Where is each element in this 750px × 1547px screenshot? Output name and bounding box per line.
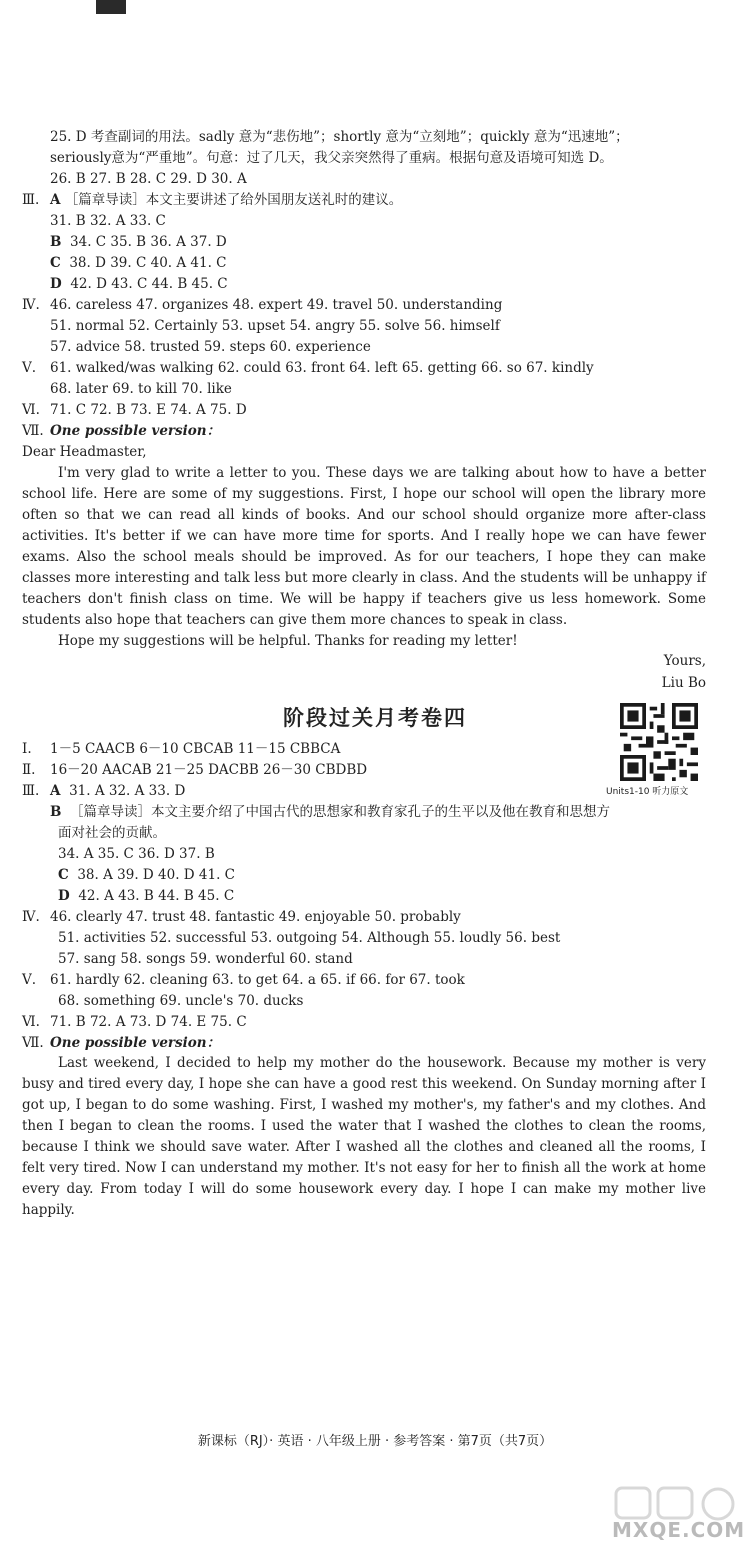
letter-paragraph: Hope my suggestions will be helpful. Thanks for reading my letter! (58, 633, 518, 649)
answers-34-37: 34. A 35. C 36. D 37. B (58, 846, 215, 862)
part-d-row (58, 887, 234, 905)
section-7-row (22, 1034, 220, 1052)
answers: 31. A 32. A 33. D (69, 783, 186, 799)
section-3-row (22, 191, 402, 209)
letter-greeting: Dear Headmaster, (22, 444, 147, 460)
part-label: D (50, 276, 62, 292)
answers: 1－5 CAACB 6－10 CBCAB 11－15 CBBCA (50, 741, 341, 757)
qr-caption: Units1-10 听力原文 (606, 787, 689, 797)
answers: 46. clearly 47. trust 48. fantastic 49. enjoyable 50. probably (50, 909, 461, 925)
section-number: Ⅶ. (22, 1035, 44, 1051)
scan-edge-mark (96, 0, 126, 14)
answer-25-line2: seriously意为“严重地”。句意：过了几天，我父亲突然得了重病。根据句意及语境可知选 D。 (50, 150, 613, 166)
answers-68-70: 68. later 69. to kill 70. like (50, 381, 232, 397)
answers: 34. C 35. B 36. A 37. D (70, 234, 227, 250)
answers: 16－20 AACAB 21－25 DACBB 26－30 CBDBD (50, 762, 368, 778)
part-c-row (58, 866, 235, 884)
part-label: D (58, 888, 70, 904)
section-number: Ⅵ. (22, 402, 40, 418)
answers: 61. walked/was walking 62. could 63. front 64. left 65. getting 66. so 67. kindly (50, 360, 594, 376)
answers: 61. hardly 62. cleaning 63. to get 64. a 65. if 66. for 67. took (50, 972, 465, 988)
section-number: Ⅴ. (22, 360, 37, 376)
section-5-row (22, 359, 594, 377)
part-b-row (50, 803, 610, 821)
qr-code-icon[interactable] (620, 703, 698, 781)
passage-guide: ［篇章导读］本文主要讲述了给外国朋友送礼时的建议。 (64, 192, 403, 208)
section-5-row (22, 971, 465, 989)
answers: 38. D 39. C 40. A 41. C (69, 255, 227, 271)
answers: 71. B 72. A 73. D 74. E 75. C (50, 1014, 247, 1030)
answers: 38. A 39. D 40. D 41. C (77, 867, 235, 883)
section-number: Ⅳ. (22, 297, 40, 313)
part-label: A (50, 192, 61, 208)
essay-body (22, 1053, 706, 1221)
section-number: Ⅲ. (22, 192, 40, 208)
passage-guide: ［篇章导读］本文主要介绍了中国古代的思想家和教育家孔子的生平以及他在教育和思想方 (70, 804, 611, 820)
version-label: One possible version： (50, 423, 221, 439)
section-title: 阶段过关月考卷四 (283, 706, 467, 730)
letter-signature: Liu Bo (661, 675, 706, 691)
passage-guide-continued: 面对社会的贡献。 (58, 825, 166, 841)
letter-paragraph: I'm very glad to write a letter to you. These days we are talking about how to have a better school life. Here are some of my suggestions. First, I hope our school will open the library more often so that we can read all kinds of books. And our school should organize more after-class activities. It's better if we can have more time for sports. And I really hope we can have fewer exams. Also the school meals should be improved. As for our teachers, I hope they can make classes more interesting and talk less but more clearly in class. And the students will be unhappy if teachers don't finish class on time. We will be happy if teachers give us less homework. Some students also hope that teachers can give them more chances to speak in class. (22, 465, 706, 628)
section-1-row (22, 740, 340, 758)
answers-57-60: 57. sang 58. songs 59. wonderful 60. stand (58, 951, 353, 967)
section-number: Ⅲ. (22, 783, 40, 799)
version-label: One possible version： (50, 1035, 221, 1051)
section-3-row (22, 782, 185, 800)
answer-25-line1: 25. D 考查副词的用法。sadly 意为“悲伤地”；shortly 意为“立刻地”；quickly 意为“迅速地”； (50, 129, 629, 145)
part-label: B (50, 804, 62, 820)
part-d-row (50, 275, 228, 293)
section-7-row (22, 422, 220, 440)
essay-paragraph: Last weekend, I decided to help my mother do the housework. Because my mother is very busy and tired every day, I hope she can have a good rest this weekend. On Sunday morning after I got up, I began to do some washing. First, I washed my mother's, my father's and my clothes. And then I began to clean the rooms. I used the water that I washed the clothes to clean the rooms, because I think we should save water. After I washed all the clothes and cleaned all the rooms, I felt very tired. Now I can understand my mother. It's not easy for her to finish all the work at home every day. From today I will do some housework every day. I hope I can make my mother live happily. (22, 1055, 706, 1218)
section-number: Ⅶ. (22, 423, 44, 439)
section-2-row (22, 761, 367, 779)
answers: 42. A 43. B 44. B 45. C (78, 888, 235, 904)
answers: 71. C 72. B 73. E 74. A 75. D (50, 402, 247, 418)
answers-26-30: 26. B 27. B 28. C 29. D 30. A (50, 171, 247, 187)
part-label: C (50, 255, 61, 271)
section-4-row (22, 296, 502, 314)
section-number: Ⅳ. (22, 909, 40, 925)
section-number: Ⅴ. (22, 972, 37, 988)
answers-68-70: 68. something 69. uncle's 70. ducks (58, 993, 304, 1009)
section-number: Ⅰ. (22, 741, 32, 757)
part-label: B (50, 234, 62, 250)
answers: 42. D 43. C 44. B 45. C (70, 276, 228, 292)
part-label: C (58, 867, 69, 883)
letter-body (22, 463, 706, 652)
part-b-row (50, 233, 227, 251)
answers-51-56: 51. activities 52. successful 53. outgoing 54. Although 55. loudly 56. best (58, 930, 561, 946)
answers: 46. careless 47. organizes 48. expert 49. travel 50. understanding (50, 297, 503, 313)
part-c-row (50, 254, 227, 272)
section-6-row (22, 401, 247, 419)
section-number: Ⅵ. (22, 1014, 40, 1030)
letter-closing: Yours, (663, 653, 706, 669)
answers-31-33: 31. B 32. A 33. C (50, 213, 166, 229)
section-number: Ⅱ. (22, 762, 36, 778)
part-label: A (50, 783, 61, 799)
section-6-row (22, 1013, 247, 1031)
section-4-row (22, 908, 461, 926)
answers-51-56: 51. normal 52. Certainly 53. upset 54. angry 55. solve 56. himself (50, 318, 500, 334)
watermark-text: MXQE.COM (612, 1518, 746, 1542)
page-footer: 新课标（RJ）· 英语 · 八年级上册 · 参考答案 · 第7页（共7页） (197, 1434, 553, 1449)
answers-57-60: 57. advice 58. trusted 59. steps 60. experience (50, 339, 371, 355)
